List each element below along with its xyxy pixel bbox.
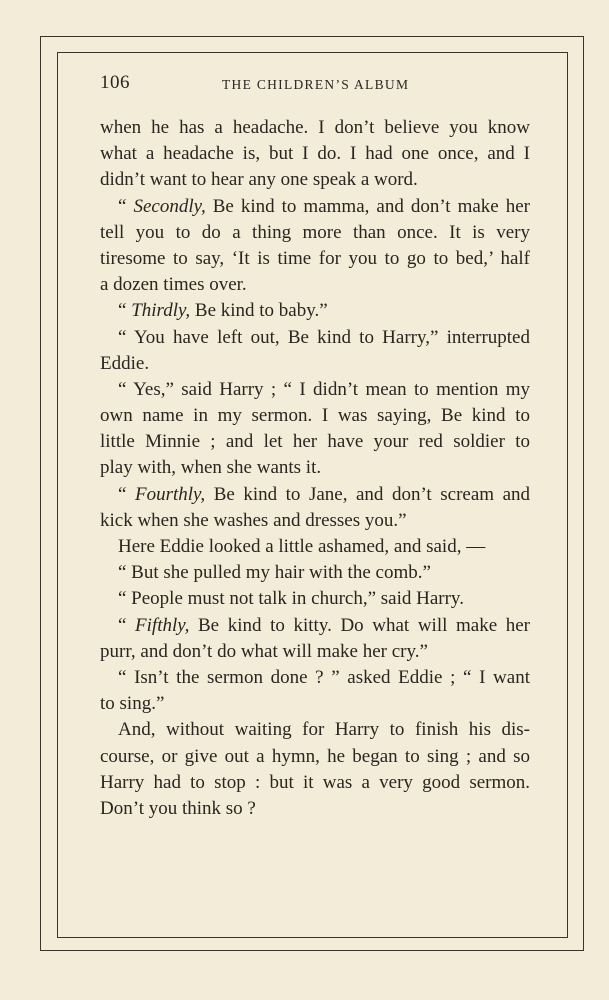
text-line [100,613,530,639]
text-line [100,246,530,272]
text-run: Here Eddie looked a little ashamed, and said, — [118,536,486,557]
text-run: Harry had to stop : but it was a very good sermon. [100,771,530,793]
text-line [100,639,530,665]
text-run: And, without waiting for Harry to finish his dis- [118,719,530,741]
running-head: THE CHILDREN’S ALBUM [222,77,410,92]
text-line [100,482,530,508]
text-run: course, or give out a hymn, he began to sing ; and so [100,745,530,767]
text-run: “ You have left out, Be kind to Harry,” interrupted [118,326,530,348]
text-line [100,403,530,429]
text-run: didn’t want to hear any one speak a word. [100,169,418,191]
text-run: own name in my sermon. I was saying, Be kind to [100,405,530,427]
text-run: “ Isn’t the sermon done ? ” asked Eddie ; “ I want [118,666,530,688]
text-run: “ Yes,” said Harry ; “ I didn’t mean to mention my [118,378,530,400]
text-run: purr, and don’t do what will make her cry.” [100,640,428,662]
text-line [100,220,530,246]
italic-text: Fourthly, [134,483,206,505]
text-run: “ But she pulled my hair with the comb.” [118,562,431,584]
text-run: Don’t you think so ? [100,797,256,819]
text-run: a dozen times over. [100,274,247,296]
text-line [100,325,530,351]
page-header [100,72,530,100]
text-run: “ [118,195,134,217]
text-line [100,115,530,141]
text-line [100,586,530,612]
text-line [100,691,530,717]
text-run: “ People must not talk in church,” said Harry. [118,588,464,610]
text-run: Eddie. [100,352,150,374]
text-run: tiresome to say, ‘It is time for you to go to bed,’ half [100,247,530,269]
text-run: Be kind to baby.” [190,300,328,322]
italic-text: Fifthly, [135,614,190,636]
text-line [100,194,530,220]
text-run: kick when she washes and dresses you.” [100,509,407,531]
text-run: Be kind to Jane, and don’t scream and [205,483,530,505]
body-text [100,115,530,822]
text-line [100,429,530,455]
text-run: “ [118,614,136,636]
text-line [100,298,530,324]
page-number: 106 [100,72,130,93]
text-line [100,141,530,167]
text-run: little Minnie ; and let her have your red soldier to [100,431,530,453]
text-run: “ [118,300,132,322]
text-line [100,796,530,822]
text-run: to sing.” [100,693,165,715]
text-line [100,167,530,193]
text-run: Be kind to kitty. Do what will make her [189,614,530,636]
italic-text: Thirdly, [131,300,191,322]
text-line [100,351,530,377]
text-line [100,508,530,534]
text-line [100,665,530,691]
text-line [100,377,530,403]
text-run: play with, when she wants it. [100,457,322,479]
text-line [100,744,530,770]
text-run: tell you to do a thing more than once. It is very [100,221,530,243]
italic-text: Secondly, [133,195,206,217]
text-run: Be kind to mamma, and don’t make her [205,195,531,217]
text-line [100,534,530,560]
text-line [100,717,530,743]
text-run: what a headache is, but I do. I had one once, and I [100,143,530,165]
text-line [100,272,530,298]
text-run: when he has a headache. I don’t believe you know [100,117,530,138]
text-run: “ [118,483,135,505]
text-line [100,560,530,586]
text-line [100,455,530,481]
text-line [100,770,530,796]
